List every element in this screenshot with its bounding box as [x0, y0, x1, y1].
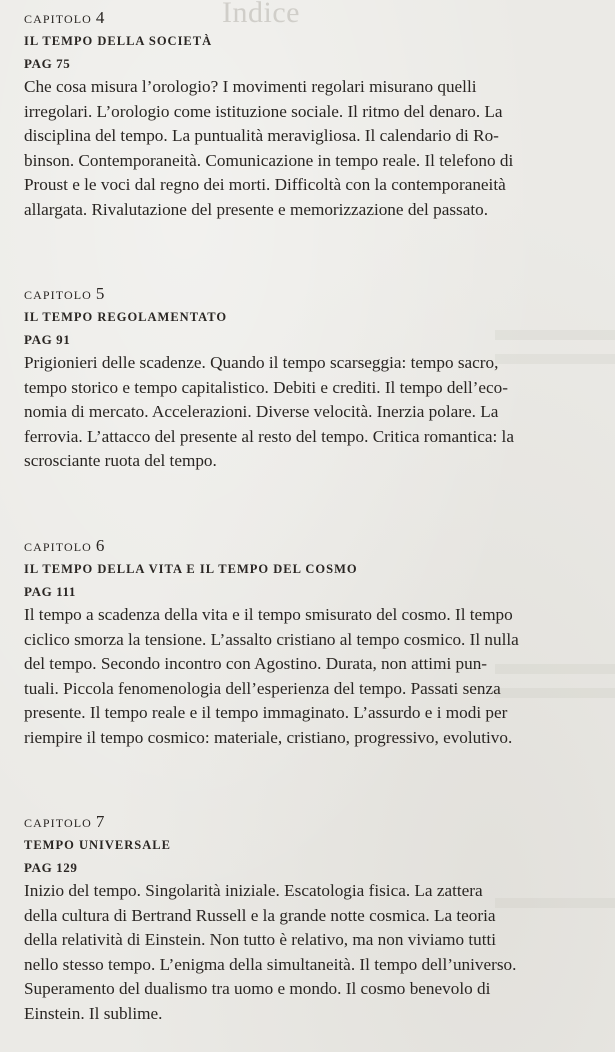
chapter-page: PAG 129	[24, 860, 78, 875]
chapter-label: CAPITOLO	[24, 288, 92, 302]
chapter-title: IL TEMPO DELLA SOCIETÀ	[24, 34, 213, 48]
chapter-heading	[24, 536, 604, 558]
summary-line: tuali. Piccola fenomenologia dell’esperienza del tempo. Passati senza	[24, 678, 501, 698]
chapter-number: 6	[95, 536, 105, 555]
chapter-number: 7	[95, 812, 105, 831]
chapter-title: IL TEMPO REGOLAMENTATO	[24, 310, 228, 324]
chapter-summary	[24, 879, 604, 1027]
chapter-heading	[24, 812, 604, 834]
chapter-6	[24, 536, 604, 751]
summary-line: Prigionieri delle scadenze. Quando il tempo scarseggia: tempo sacro,	[24, 353, 499, 372]
chapter-page: PAG 75	[24, 56, 71, 71]
chapter-number: 5	[95, 284, 105, 303]
summary-line: nomia di mercato. Accelerazioni. Diverse velocità. Inerzia polare. La	[24, 402, 499, 422]
chapter-title: IL TEMPO DELLA VITA E IL TEMPO DEL COSMO	[24, 562, 358, 576]
summary-line: Il tempo a scadenza della vita e il tempo smisurato del cosmo. Il tempo	[24, 605, 513, 624]
chapter-summary	[24, 603, 604, 751]
summary-line: Inizio del tempo. Singolarità iniziale. Escatologia fisica. La zattera	[24, 881, 483, 900]
chapter-4	[24, 8, 604, 223]
chapter-summary	[24, 75, 604, 223]
chapter-heading	[24, 284, 604, 306]
summary-line: scrosciante ruota del tempo.	[24, 451, 217, 471]
summary-line: Proust e le voci dal regno dei morti. Difficoltà con la contemporaneità	[24, 175, 506, 195]
summary-line: irregolari. L’orologio come istituzione sociale. Il ritmo del denaro. La	[24, 101, 503, 121]
summary-line: presente. Il tempo reale e il tempo immaginato. L’assurdo e i modi per	[24, 703, 508, 723]
summary-line: binson. Contemporaneità. Comunicazione in tempo reale. Il telefono di	[24, 150, 514, 170]
summary-line: Che cosa misura l’orologio? I movimenti regolari misurano quelli	[24, 77, 477, 96]
summary-line: del tempo. Secondo incontro con Agostino. Durata, non attimi pun-	[24, 654, 488, 674]
summary-line: Superamento del dualismo tra uomo e mondo. Il cosmo benevolo di	[24, 979, 491, 999]
chapter-5	[24, 284, 604, 474]
summary-line: ciclico smorza la tensione. L’assalto cristiano al tempo cosmico. Il nulla	[24, 629, 519, 649]
summary-line: riempire il tempo cosmico: materiale, cristiano, progressivo, evolutivo.	[24, 727, 513, 747]
chapter-label: CAPITOLO	[24, 12, 92, 26]
summary-line: della cultura di Bertrand Russell e la grande notte cosmica. La teoria	[24, 905, 496, 925]
summary-line: tempo storico e tempo capitalistico. Debiti e crediti. Il tempo dell’eco-	[24, 377, 508, 397]
chapter-label: CAPITOLO	[24, 540, 92, 554]
summary-line: nello stesso tempo. L’enigma della simultaneità. Il tempo dell’universo.	[24, 954, 517, 974]
summary-line: disciplina del tempo. La puntualità meravigliosa. Il calendario di Ro-	[24, 126, 499, 146]
chapter-page: PAG 111	[24, 584, 76, 599]
chapter-summary	[24, 351, 604, 474]
bleed-through-title: Indice	[222, 0, 300, 29]
chapter-heading	[24, 8, 604, 30]
summary-line: della relatività di Einstein. Non tutto è relativo, ma non viviamo tutti	[24, 930, 497, 950]
summary-line: ferrovia. L’attacco del presente al resto del tempo. Critica romantica: la	[24, 426, 514, 446]
summary-line: allargata. Rivalutazione del presente e memorizzazione del passato.	[24, 199, 489, 219]
summary-line: Einstein. Il sublime.	[24, 1003, 163, 1023]
chapter-7	[24, 812, 604, 1027]
chapter-label: CAPITOLO	[24, 816, 92, 830]
chapter-title: TEMPO UNIVERSALE	[24, 838, 171, 852]
chapter-number: 4	[95, 8, 105, 27]
chapter-page: PAG 91	[24, 332, 71, 347]
